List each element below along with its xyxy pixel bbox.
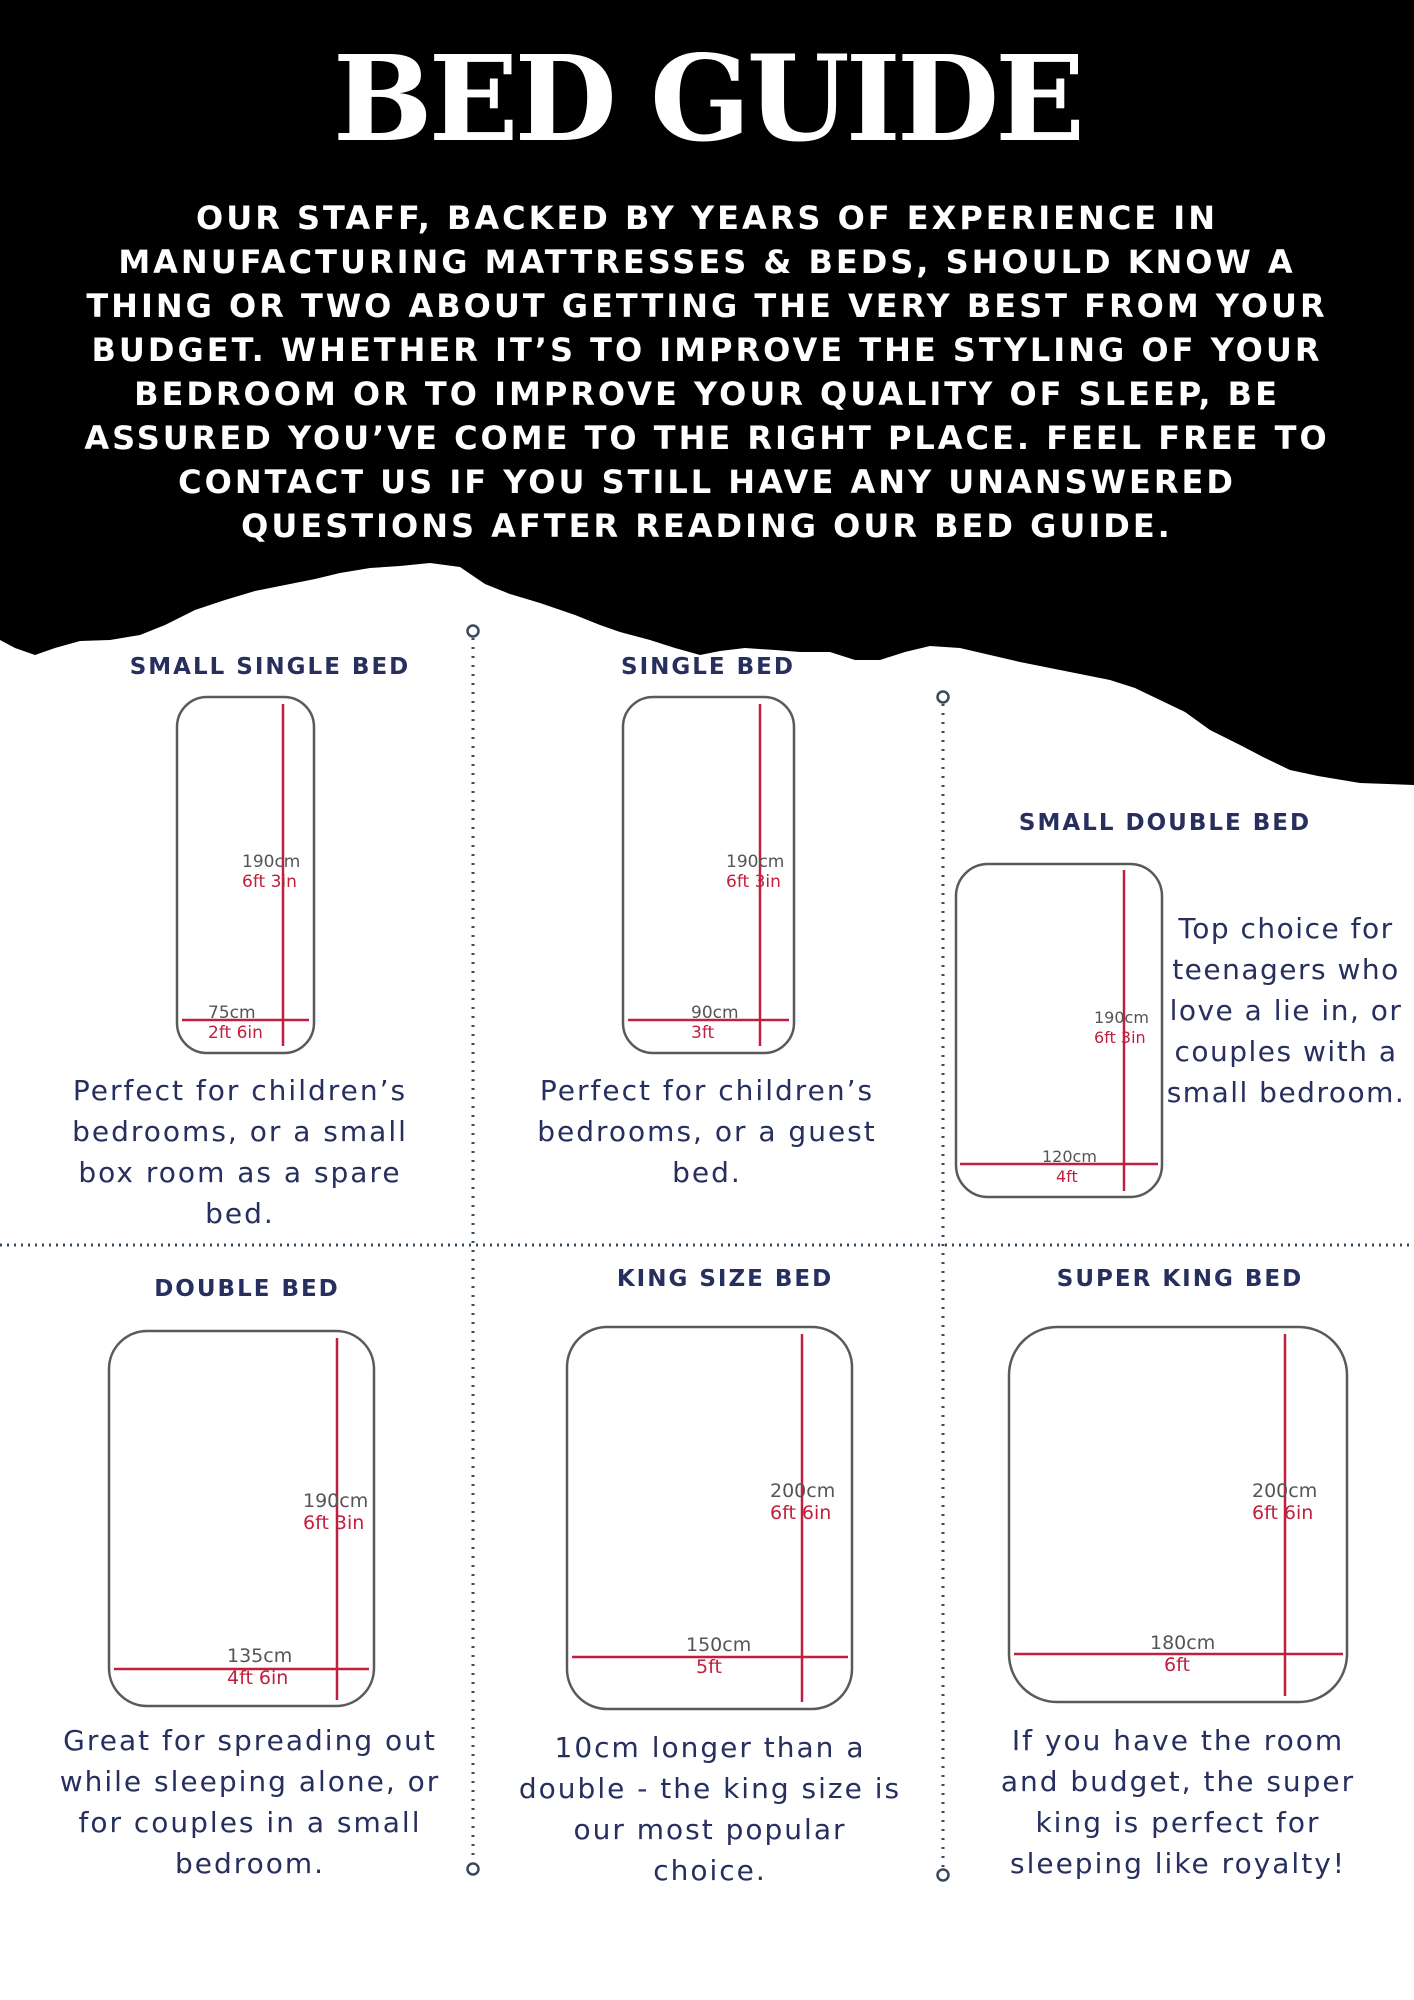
bed-description-single: Perfect for children’s bedrooms, or a guest bed. bbox=[537, 1074, 877, 1189]
bed-description-double: Great for spreading out while sleeping alone, or for couples in a small bedroom. bbox=[59, 1724, 441, 1880]
bed-description-small-double: Top choice for teenagers who love a lie in, or couples with a small bedroom. bbox=[1166, 912, 1406, 1109]
width-label-small-double: 120cm 4ft bbox=[1042, 1147, 1097, 1186]
bed-description-small-single: Perfect for children’s bedrooms, or a small box room as a spare bed. bbox=[72, 1074, 408, 1230]
width-label-small-single: 75cm 2ft 6in bbox=[208, 1003, 263, 1043]
width-label-super-king: 180cm 6ft bbox=[1150, 1632, 1216, 1676]
width-label-single: 90cm 3ft bbox=[691, 1003, 739, 1043]
width-label-king-size: 150cm 5ft bbox=[686, 1634, 752, 1678]
bed-title-small-single: SMALL SINGLE BED bbox=[129, 654, 411, 680]
length-label-king-size: 200cm 6ft 6in bbox=[770, 1480, 836, 1524]
bed-description-king-size: 10cm longer than a double - the king size is our most popular choice. bbox=[518, 1731, 902, 1887]
length-label-double: 190cm 6ft 3in bbox=[303, 1490, 369, 1534]
bed-title-king-size: KING SIZE BED bbox=[616, 1266, 834, 1292]
intro-text: OUR STAFF, BACKED BY YEARS OF EXPERIENCE IN MANUFACTURING MATTRESSES & BEDS, SHOULD KNOW A THING OR TWO ABOUT GETTING THE VERY BEST FROM YOUR BUDGET. WHETHER IT’S TO IMPROVE THE STYLING OF YOUR BEDROOM OR TO IMPROVE YOUR QUALITY OF SLEEP, BE ASSURED YOU’VE COME TO THE RIGHT PLACE. FEEL FREE TO CONTACT US IF YOU STILL HAVE ANY UNANSWERED QUESTIONS AFTER READING OUR BED GUIDE. bbox=[84, 199, 1330, 545]
bed-title-double: DOUBLE BED bbox=[154, 1276, 340, 1302]
length-label-single: 190cm 6ft 3in bbox=[726, 852, 785, 892]
length-label-small-single: 190cm 6ft 3in bbox=[242, 852, 301, 892]
length-label-small-double: 190cm 6ft 3in bbox=[1094, 1008, 1149, 1047]
width-label-double: 135cm 4ft 6in bbox=[227, 1645, 293, 1689]
bed-title-super-king: SUPER KING BED bbox=[1056, 1266, 1304, 1292]
length-label-super-king: 200cm 6ft 6in bbox=[1252, 1480, 1318, 1524]
header-banner bbox=[0, 0, 1414, 800]
page-title: BED GUIDE bbox=[332, 29, 1082, 168]
bed-description-super-king: If you have the room and budget, the super king is perfect for sleeping like royalty! bbox=[1000, 1724, 1356, 1880]
bed-title-single: SINGLE BED bbox=[621, 654, 795, 680]
bed-title-small-double: SMALL DOUBLE BED bbox=[1018, 810, 1312, 836]
